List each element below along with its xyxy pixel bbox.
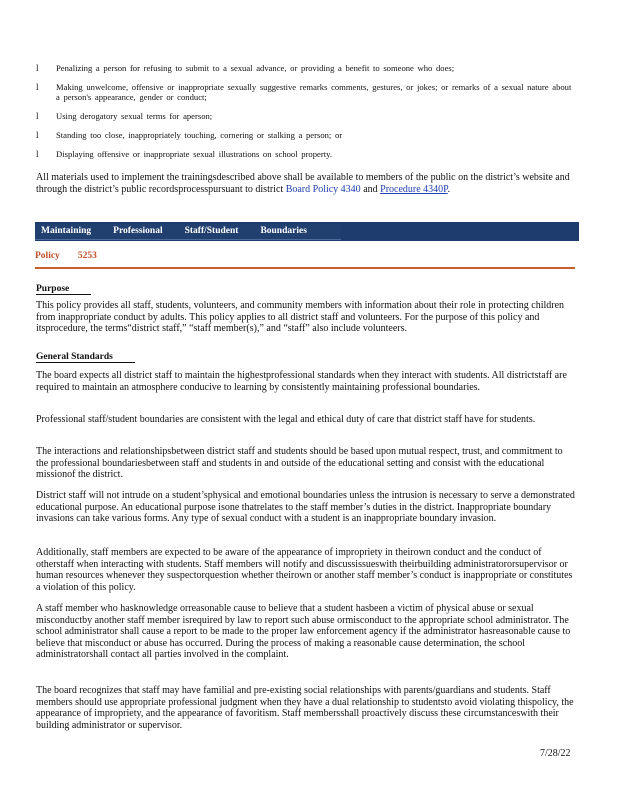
policy-number: Policy 5253 bbox=[35, 251, 97, 261]
section-banner bbox=[35, 222, 579, 241]
list-item: l Using derogatory sexual terms for aperson; bbox=[36, 111, 213, 122]
divider bbox=[35, 267, 575, 269]
general-paragraph: The board expects all district staff to maintain the highestprofessional standards when they interact with students. All districtstaff are required to maintain an atmosphere conducive to learning by consistently maintaining professional boundaries. bbox=[36, 370, 567, 393]
bullet-marker: l bbox=[36, 130, 39, 141]
list-item: l Displaying offensive or inappropriate sexual illustrations on school property. bbox=[36, 149, 332, 160]
general-paragraph: The interactions and relationshipsbetween district staff and students should be based upon mutual respect, trust, and commitment to the professional boundariesbetween staff and students in and outside of the educational setting and consist with the educational missionof the district. bbox=[36, 446, 563, 481]
footer-date: 7/28/22 bbox=[540, 748, 571, 759]
list-item: l Penalizing a person for refusing to submit to a sexual advance, or providing a benefit to someone who does; bbox=[36, 63, 455, 73]
banner-word: Staff/Student bbox=[184, 226, 239, 236]
general-paragraph: A staff member who hasknowledge orreasonable cause to believe that a student hasbeen a victim of physical abuse or sexual misconductby another staff member isrequired by law to report such abuse ormisconduct to the appropriate school administrator. The school administrator shall cause a report to be made to the proper law enforcement agency if the administrator hasreasonable cause to believe that misconduct or abuse has occurred. During the process of making a reasonable cause determination, the school administratorshall contact all parties involved in the complaint. bbox=[36, 603, 571, 661]
bullet-list bbox=[36, 63, 576, 168]
list-item: l Making unwelcome, offensive or inappropriate sexually suggestive remarks comments, gestures, or jokes; or remarks of a sexual nature about a person's appearance, gender or conduct; bbox=[36, 81, 572, 103]
general-paragraph: Professional staff/student boundaries are consistent with the legal and ethical duty of care that district staff have for students. bbox=[36, 414, 536, 425]
materials-paragraph: All materials used to implement the trainingsdescribed above shall be available to members of the public on the district’s website and through the district’s public recordsprocesspursuant to district Board Policy 4340 and Procedure 4340P. bbox=[36, 172, 570, 195]
bullet-marker: l bbox=[36, 111, 39, 122]
general-paragraph: District staff will not intrude on a student’sphysical and emotional boundaries unless the intrusion is necessary to serve a demonstrated educational purpose. An educational purpose isone thatrelates to the staff member’s duties in the district. Inappropriate boundary invasions can take various forms. Any type of sexual conduct with a student is an inappropriate boundary invasion. bbox=[36, 490, 575, 525]
banner-word: Maintaining bbox=[41, 226, 92, 236]
general-standards-heading: General Standards bbox=[36, 352, 135, 363]
bullet-marker: l bbox=[36, 149, 39, 160]
banner-word: Boundaries bbox=[260, 226, 307, 236]
board-policy-4340-link[interactable]: Board Policy 4340 bbox=[285, 183, 361, 195]
purpose-heading: Purpose bbox=[36, 284, 91, 295]
purpose-paragraph: This policy provides all staff, students, volunteers, and community members with information about their role in protecting children from inappropriate conduct by adults. This policy applies to all district staff and volunteers. For the purpose of this policy and itsprocedure, the terms“district staff,” “staff member(s),” and “staff” also include volunteers. bbox=[36, 300, 565, 335]
list-item: l Standing too close, inappropriately touching, cornering or stalking a person; or bbox=[36, 130, 343, 141]
general-paragraph: Additionally, staff members are expected to be aware of the appearance of impropriety in theirown conduct and the conduct of otherstaff when interacting with students. Staff members will notify and discussissueswith theirbuilding administratororsupervisor or human resources whenever they suspectorquestion whether theirown or another staff member’s conduct is inappropriate or constitutes a violation of this policy. bbox=[36, 547, 573, 593]
bullet-marker: l bbox=[36, 81, 39, 92]
banner-word: Professional bbox=[113, 226, 163, 236]
general-paragraph: The board recognizes that staff may have familial and pre-existing social relationships with parents/guardians and students. Staff members should use appropriate professional judgment when they have a dual relationship to studentsto avoid violating thispolicy, the appearance of impropriety, and the appearance of favoritism. Staff membersshall proactively discuss these circumstanceswith their building administrator or supervisor. bbox=[36, 685, 574, 731]
procedure-4340p-link[interactable]: Procedure 4340P bbox=[380, 183, 448, 195]
bullet-marker: l bbox=[36, 63, 39, 73]
